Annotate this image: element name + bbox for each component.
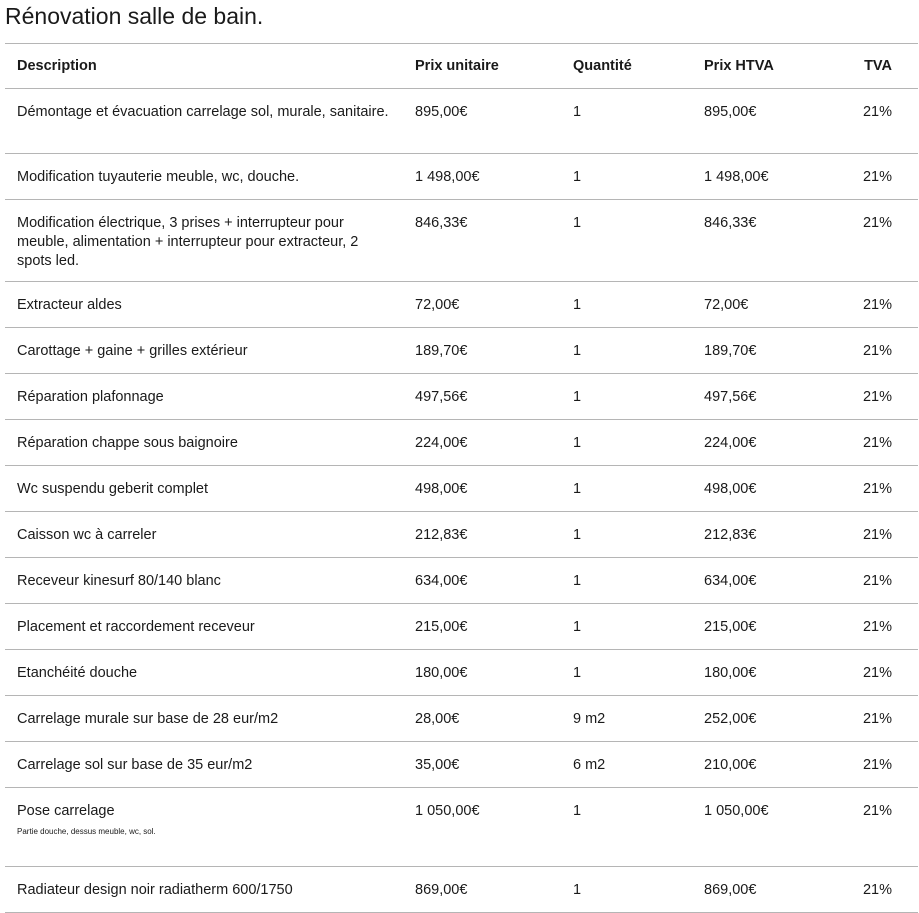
cell-tva-text: 21%	[862, 435, 892, 451]
cell-quantity	[561, 200, 692, 282]
cell-quantity-text: 1	[573, 435, 582, 451]
cell-tva-text: 21%	[862, 169, 892, 185]
cell-price-htva-text: 189,70€	[704, 343, 757, 359]
cell-price-htva	[692, 742, 822, 788]
cell-description-text: Modification tuyauterie meuble, wc, douche.	[17, 169, 300, 185]
cell-description	[5, 154, 403, 200]
cell-unit-price	[403, 466, 561, 512]
cell-quantity	[561, 788, 692, 867]
cell-quantity-text: 1	[573, 169, 582, 185]
cell-price-htva-text: 252,00€	[704, 711, 757, 727]
cell-unit-price-text: 215,00€	[415, 619, 468, 635]
cell-description-text: Placement et raccordement receveur	[17, 619, 255, 635]
cell-tva	[822, 788, 918, 867]
table-row	[5, 154, 918, 200]
cell-quantity	[561, 512, 692, 558]
cell-quantity	[561, 282, 692, 328]
cell-tva	[822, 650, 918, 696]
cell-price-htva	[692, 328, 822, 374]
cell-price-htva	[692, 374, 822, 420]
cell-quantity-text: 1	[573, 803, 582, 819]
cell-note: Partie douche, dessus meuble, wc, sol.	[17, 827, 156, 836]
table-row	[5, 558, 918, 604]
cell-tva-text: 21%	[862, 882, 892, 898]
table-row	[5, 200, 918, 282]
cell-unit-price-text: 28,00€	[415, 711, 460, 727]
cell-price-htva-text: 224,00€	[704, 435, 757, 451]
column-header-price-htva: Prix HTVA	[692, 44, 822, 89]
cell-tva	[822, 466, 918, 512]
cell-tva	[822, 374, 918, 420]
cell-description-text: Carrelage sol sur base de 35 eur/m2	[17, 757, 253, 773]
cell-description	[5, 867, 403, 913]
cell-description	[5, 512, 403, 558]
cell-quantity	[561, 374, 692, 420]
cell-tva	[822, 604, 918, 650]
cell-quantity-text: 1	[573, 297, 582, 313]
cell-tva	[822, 328, 918, 374]
cell-quantity	[561, 696, 692, 742]
cell-description-text: Démontage et évacuation carrelage sol, murale, sanitaire.	[17, 104, 389, 120]
cell-description	[5, 374, 403, 420]
table-row	[5, 604, 918, 650]
cell-tva	[822, 558, 918, 604]
cell-description	[5, 696, 403, 742]
cell-price-htva	[692, 89, 822, 154]
cell-tva-text: 21%	[862, 803, 892, 819]
cell-description-text: Réparation plafonnage	[17, 389, 164, 405]
cell-quantity-text: 1	[573, 481, 582, 497]
cell-unit-price	[403, 200, 561, 282]
cell-unit-price	[403, 742, 561, 788]
cell-price-htva-text: 180,00€	[704, 665, 757, 681]
cell-unit-price	[403, 420, 561, 466]
cell-price-htva	[692, 604, 822, 650]
quote-table	[5, 43, 918, 913]
cell-description-text: Radiateur design noir radiatherm 600/1750	[17, 882, 293, 898]
table-row	[5, 282, 918, 328]
cell-unit-price-text: 180,00€	[415, 665, 468, 681]
cell-tva	[822, 200, 918, 282]
cell-price-htva-text: 895,00€	[704, 104, 757, 120]
cell-unit-price-text: 498,00€	[415, 481, 468, 497]
cell-tva	[822, 282, 918, 328]
cell-unit-price-text: 1 498,00€	[415, 169, 480, 185]
cell-price-htva	[692, 420, 822, 466]
cell-unit-price	[403, 696, 561, 742]
cell-description-text: Receveur kinesurf 80/140 blanc	[17, 573, 221, 589]
column-header-quantity: Quantité	[561, 44, 692, 89]
cell-price-htva-text: 212,83€	[704, 527, 757, 543]
cell-quantity	[561, 558, 692, 604]
cell-unit-price-text: 846,33€	[415, 215, 468, 231]
cell-description-text: Extracteur aldes	[17, 297, 122, 313]
cell-quantity	[561, 604, 692, 650]
cell-description	[5, 282, 403, 328]
cell-description	[5, 742, 403, 788]
cell-tva-text: 21%	[862, 527, 892, 543]
cell-description	[5, 328, 403, 374]
cell-unit-price-text: 224,00€	[415, 435, 468, 451]
cell-price-htva	[692, 650, 822, 696]
cell-unit-price	[403, 282, 561, 328]
cell-description	[5, 200, 403, 282]
cell-price-htva	[692, 788, 822, 867]
cell-tva-text: 21%	[862, 573, 892, 589]
cell-quantity	[561, 328, 692, 374]
cell-unit-price	[403, 558, 561, 604]
cell-tva-text: 21%	[862, 104, 892, 120]
cell-tva-text: 21%	[862, 389, 892, 405]
column-header-unit-price: Prix unitaire	[403, 44, 561, 89]
column-header-description: Description	[5, 44, 403, 89]
cell-description	[5, 558, 403, 604]
cell-quantity-text: 1	[573, 619, 582, 635]
cell-price-htva	[692, 200, 822, 282]
cell-quantity	[561, 89, 692, 154]
cell-description	[5, 650, 403, 696]
cell-description-text: Etanchéité douche	[17, 665, 138, 681]
cell-price-htva	[692, 867, 822, 913]
cell-price-htva-text: 498,00€	[704, 481, 757, 497]
cell-price-htva-text: 210,00€	[704, 757, 757, 773]
cell-tva	[822, 420, 918, 466]
cell-tva-text: 21%	[862, 343, 892, 359]
cell-quantity-text: 1	[573, 104, 582, 120]
cell-unit-price-text: 35,00€	[415, 757, 460, 773]
cell-description	[5, 604, 403, 650]
cell-description	[5, 788, 403, 867]
cell-unit-price	[403, 650, 561, 696]
table-row	[5, 696, 918, 742]
cell-description-text: Pose carrelage	[17, 803, 115, 819]
cell-description-text: Réparation chappe sous baignoire	[17, 435, 238, 451]
cell-description-text: Modification électrique, 3 prises + interrupteur pour meuble, alimentation + interrupteur pour extracteur, 2 spots led.	[17, 215, 359, 269]
cell-tva	[822, 512, 918, 558]
cell-unit-price	[403, 604, 561, 650]
cell-unit-price	[403, 89, 561, 154]
cell-tva-text: 21%	[862, 215, 892, 231]
cell-quantity	[561, 742, 692, 788]
cell-price-htva-text: 72,00€	[704, 297, 749, 313]
cell-unit-price-text: 1 050,00€	[415, 803, 480, 819]
cell-quantity-text: 1	[573, 389, 582, 405]
cell-unit-price-text: 895,00€	[415, 104, 468, 120]
table-row	[5, 650, 918, 696]
table-row	[5, 466, 918, 512]
table-row	[5, 328, 918, 374]
cell-tva	[822, 696, 918, 742]
cell-description	[5, 89, 403, 154]
cell-price-htva-text: 634,00€	[704, 573, 757, 589]
table-row	[5, 512, 918, 558]
cell-quantity-text: 9 m2	[573, 711, 606, 727]
cell-tva	[822, 154, 918, 200]
cell-unit-price-text: 497,56€	[415, 389, 468, 405]
cell-price-htva-text: 497,56€	[704, 389, 757, 405]
cell-unit-price	[403, 374, 561, 420]
cell-unit-price	[403, 154, 561, 200]
cell-description-text: Carottage + gaine + grilles extérieur	[17, 343, 248, 359]
cell-price-htva	[692, 558, 822, 604]
table-row	[5, 867, 918, 913]
table-row	[5, 742, 918, 788]
cell-unit-price-text: 869,00€	[415, 882, 468, 898]
table-header-row	[5, 44, 918, 89]
cell-description-text: Carrelage murale sur base de 28 eur/m2	[17, 711, 279, 727]
cell-unit-price	[403, 512, 561, 558]
cell-quantity-text: 1	[573, 215, 582, 231]
cell-quantity	[561, 867, 692, 913]
cell-unit-price-text: 212,83€	[415, 527, 468, 543]
cell-tva	[822, 89, 918, 154]
cell-quantity-text: 6 m2	[573, 757, 606, 773]
cell-tva-text: 21%	[862, 757, 892, 773]
table-row	[5, 89, 918, 154]
table-row	[5, 420, 918, 466]
cell-description	[5, 420, 403, 466]
cell-quantity-text: 1	[573, 665, 582, 681]
cell-tva-text: 21%	[862, 297, 892, 313]
cell-description-text: Caisson wc à carreler	[17, 527, 157, 543]
cell-quantity-text: 1	[573, 882, 582, 898]
cell-price-htva-text: 215,00€	[704, 619, 757, 635]
cell-price-htva-text: 869,00€	[704, 882, 757, 898]
cell-tva	[822, 742, 918, 788]
cell-unit-price	[403, 867, 561, 913]
cell-quantity-text: 1	[573, 527, 582, 543]
cell-quantity	[561, 420, 692, 466]
cell-price-htva-text: 1 498,00€	[704, 169, 769, 185]
cell-tva-text: 21%	[862, 665, 892, 681]
cell-price-htva-text: 1 050,00€	[704, 803, 769, 819]
cell-tva	[822, 867, 918, 913]
cell-quantity-text: 1	[573, 573, 582, 589]
cell-unit-price-text: 634,00€	[415, 573, 468, 589]
cell-unit-price	[403, 788, 561, 867]
page-title: Rénovation salle de bain.	[5, 3, 264, 29]
cell-price-htva	[692, 282, 822, 328]
cell-quantity	[561, 466, 692, 512]
cell-unit-price-text: 189,70€	[415, 343, 468, 359]
cell-price-htva	[692, 466, 822, 512]
cell-price-htva	[692, 696, 822, 742]
cell-price-htva-text: 846,33€	[704, 215, 757, 231]
cell-price-htva	[692, 154, 822, 200]
cell-quantity	[561, 154, 692, 200]
column-header-tva: TVA	[822, 44, 918, 89]
cell-tva-text: 21%	[862, 711, 892, 727]
cell-unit-price	[403, 328, 561, 374]
cell-price-htva	[692, 512, 822, 558]
cell-quantity	[561, 650, 692, 696]
cell-description	[5, 466, 403, 512]
cell-tva-text: 21%	[862, 481, 892, 497]
cell-unit-price-text: 72,00€	[415, 297, 460, 313]
table-row	[5, 374, 918, 420]
cell-tva-text: 21%	[862, 619, 892, 635]
cell-description-text: Wc suspendu geberit complet	[17, 481, 209, 497]
cell-quantity-text: 1	[573, 343, 582, 359]
table-row	[5, 788, 918, 867]
